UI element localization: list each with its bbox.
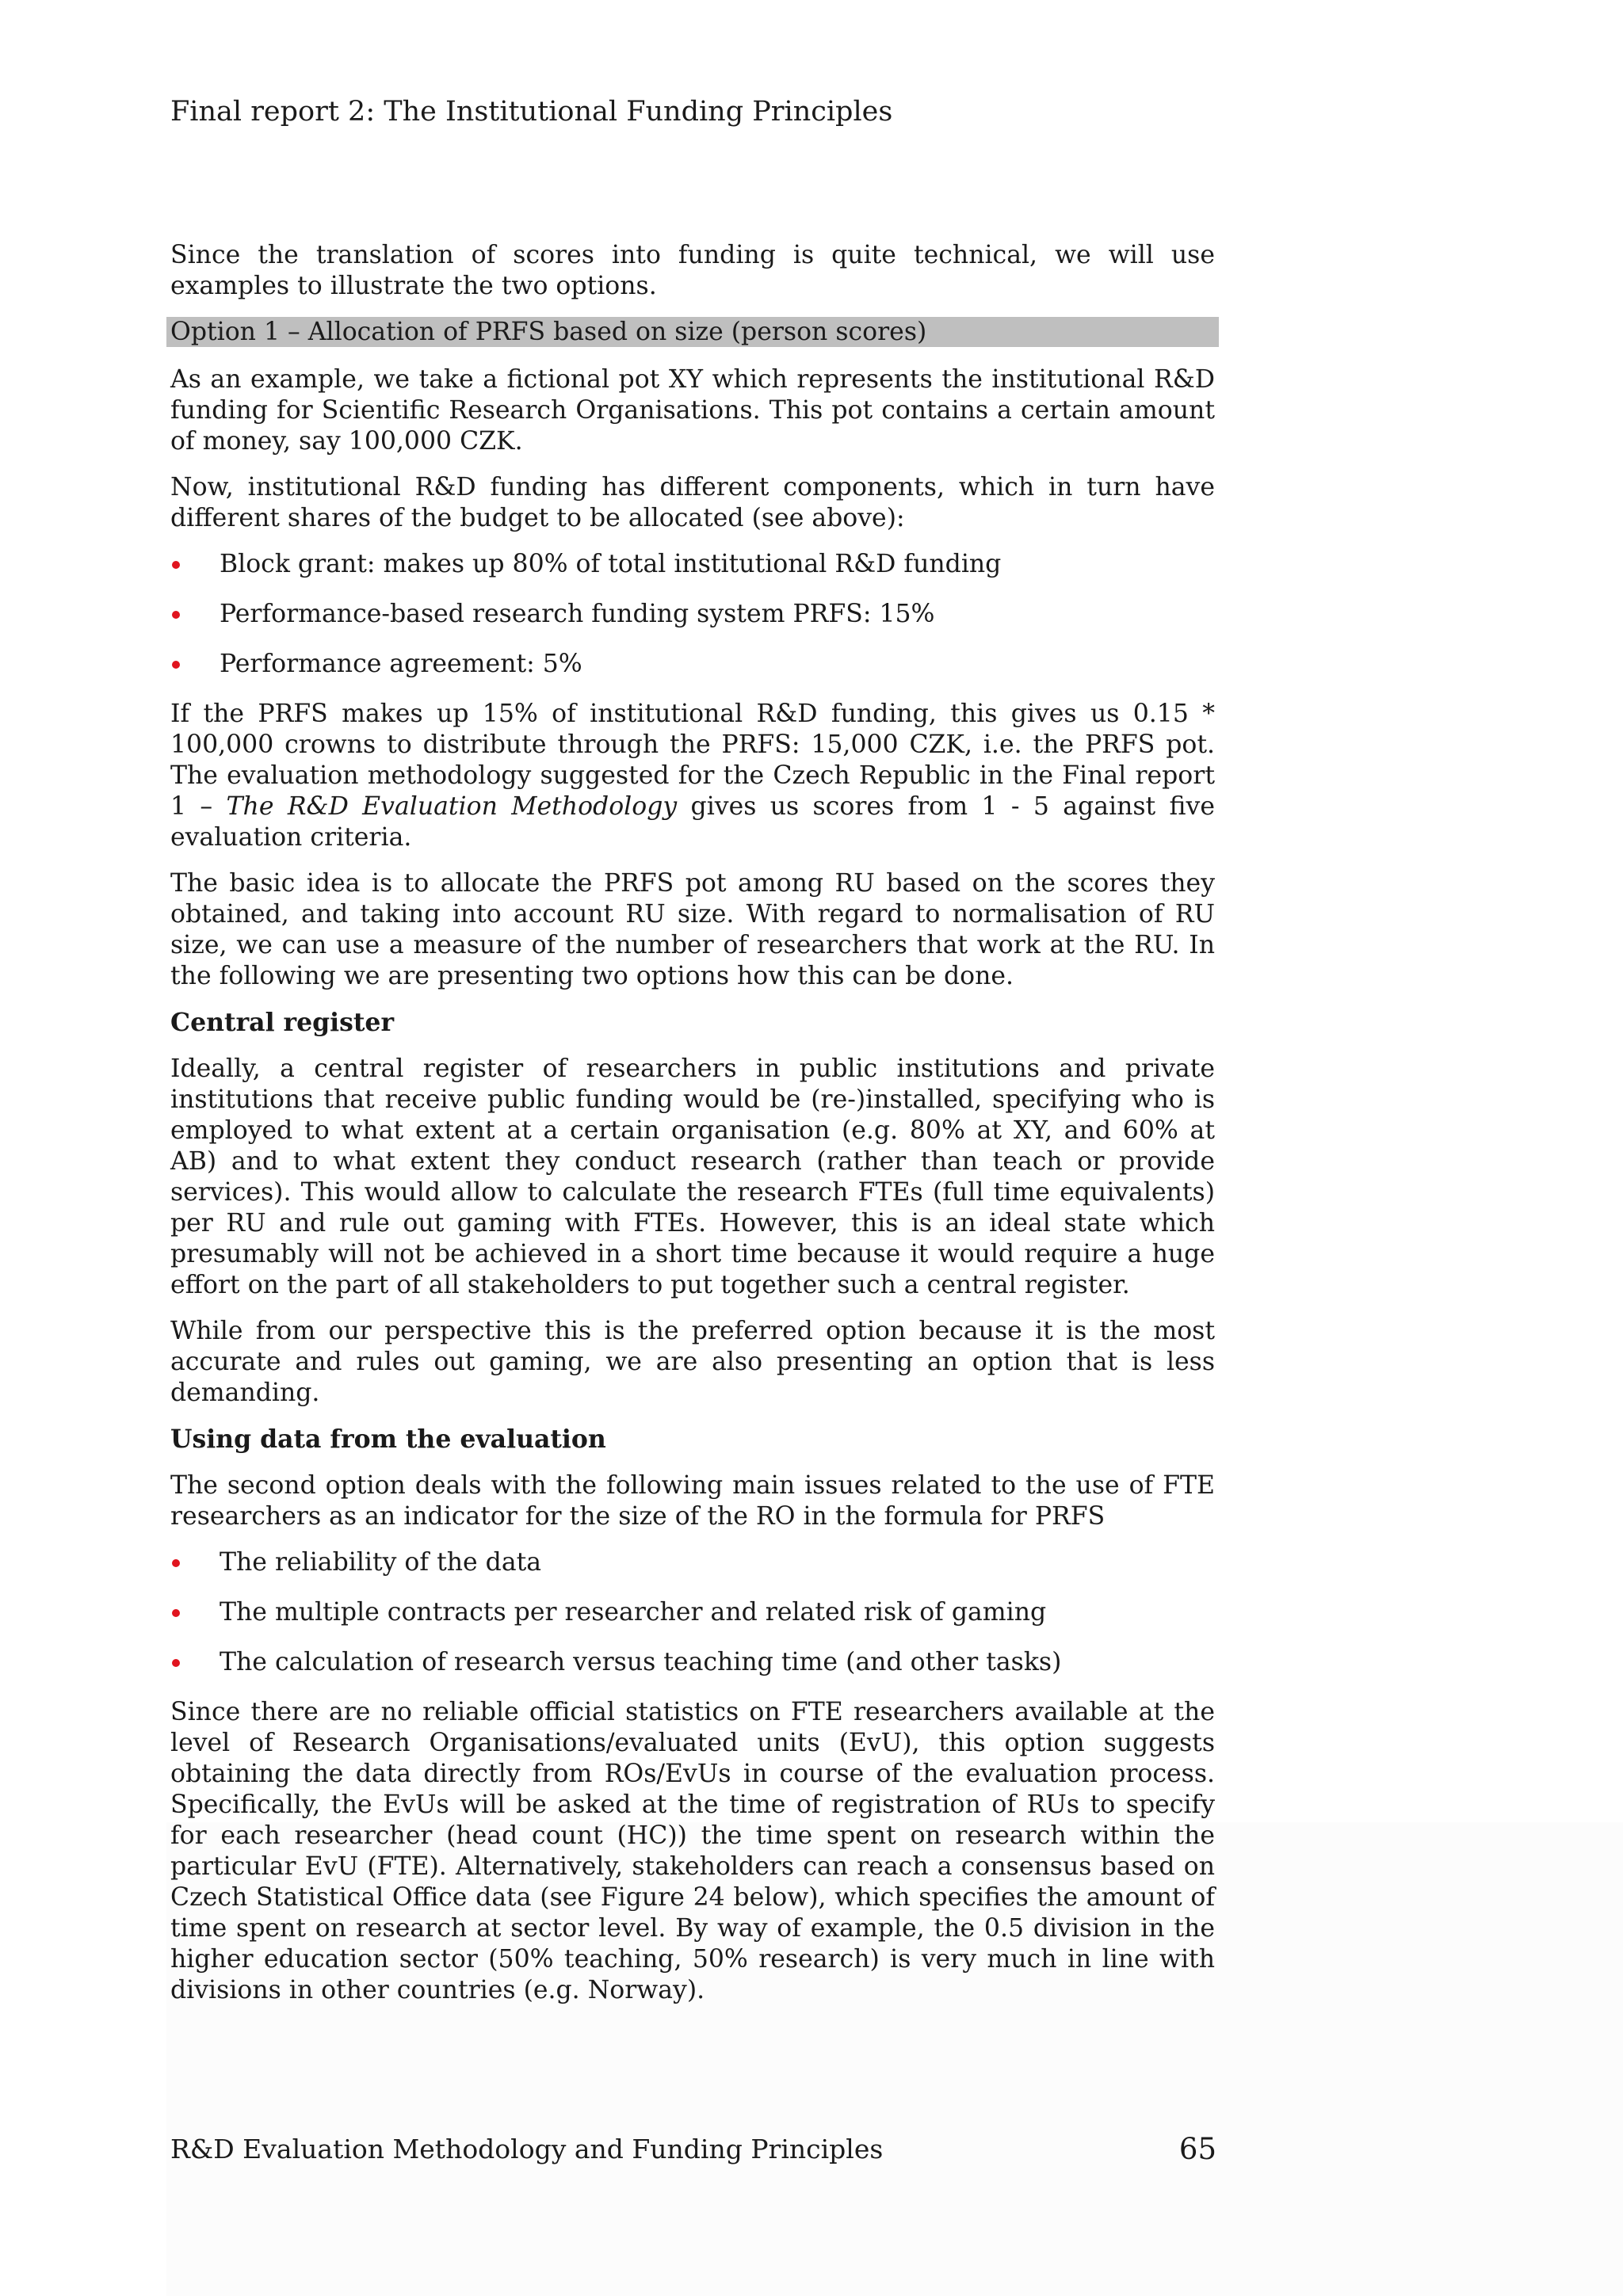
prfs-paragraph: If the PRFS makes up 15% of institutional R&D funding, this gives us 0.15 * 100,000 crowns to distribute through the PRFS: 15,000 CZK, i.e. the PRFS pot. The evaluation methodology suggested for the Czech Republic in the Final report 1 – The R&D Evaluation Methodology gives us scores from 1 - 5 against five evaluation criteria. [170, 700, 1215, 852]
list-item: Performance agreement: 5% [170, 649, 1215, 680]
second-option-paragraph: The second option deals with the following main issues related to the use of FTE researchers as an indicator for the size of the RO in the formula for PRFS [170, 1471, 1215, 1531]
footer-title: R&D Evaluation Methodology and Funding Principles [170, 2134, 884, 2164]
preferred-option-paragraph: While from our perspective this is the preferred option because it is the most accurate and rules out gaming, we are also presenting an option that is less demanding. [170, 1317, 1215, 1407]
central-register-paragraph: Ideally, a central register of researchers in public institutions and private institutions that receive public funding would be (re-)installed, specifying who is employed to what extent at a certain organisation (e.g. 80% at XY, and 60% at AB) and to what extent they conduct research (rather than teach or provide services). This would allow to calculate the research FTEs (full time equivalents) per RU and rule out gaming with FTEs. However, this is an ideal state which presumably will not be achieved in a short time because it would require a huge effort on the part of all stakeholders to put together such a central register. [170, 1055, 1215, 1299]
bullet-icon [172, 611, 180, 619]
list-item: The calculation of research versus teaching time (and other tasks) [170, 1647, 1215, 1678]
bullet-icon [172, 1659, 180, 1667]
components-list [170, 549, 1215, 680]
bullet-icon [172, 661, 180, 669]
bullet-icon [172, 1559, 180, 1567]
document-body [170, 240, 1215, 2021]
bullet-icon [172, 1609, 180, 1617]
list-item: Performance-based research funding system PRFS: 15% [170, 599, 1215, 630]
list-item: The multiple contracts per researcher and related risk of gaming [170, 1597, 1215, 1628]
basic-idea-paragraph: The basic idea is to allocate the PRFS pot among RU based on the scores they obtained, and taking into account RU size. With regard to normalisation of RU size, we can use a measure of the number of researchers that work at the RU. In the following we are presenting two options how this can be done. [170, 869, 1215, 990]
intro-paragraph: Since the translation of scores into funding is quite technical, we will use examples to illustrate the two options. [170, 241, 1215, 300]
example-paragraph: As an example, we take a fictional pot XY which represents the institutional R&D funding for Scientific Research Organisations. This pot contains a certain amount of money, say 100,000 CZK. [170, 365, 1215, 456]
using-data-heading: Using data from the evaluation [170, 1425, 606, 1454]
running-header: Final report 2: The Institutional Funding Principles [170, 96, 893, 128]
page-footer [170, 2131, 1216, 2171]
list-item: Block grant: makes up 80% of total institutional R&D funding [170, 549, 1215, 580]
issues-list [170, 1547, 1215, 1678]
list-item: The reliability of the data [170, 1547, 1215, 1578]
statistics-paragraph: Since there are no reliable official statistics on FTE researchers available at the level of Research Organisations/evaluated units (EvU), this option suggests obtaining the data directly from ROs/EvUs in course of the evaluation process. Specifically, the EvUs will be asked at the time of registration of RUs to specify for each researcher (head count (HC)) the time spent on research within the particular EvU (FTE). Alternatively, stakeholders can reach a consensus based on Czech Statistical Office data (see Figure 24 below), which specifies the amount of time spent on research at sector level. By way of example, the 0.5 division in the higher education sector (50% teaching, 50% research) is very much in line with divisions in other countries (e.g. Norway). [170, 1698, 1215, 2004]
bullet-icon [172, 561, 180, 569]
page-number: 65 [1178, 2132, 1216, 2166]
components-paragraph: Now, institutional R&D funding has different components, which in turn have different shares of the budget to be allocated (see above): [170, 473, 1215, 532]
option-heading: Option 1 – Allocation of PRFS based on size (person scores) [166, 317, 1219, 347]
central-register-heading: Central register [170, 1008, 395, 1037]
report-title-italic: The R&D Evaluation Methodology [226, 792, 678, 821]
